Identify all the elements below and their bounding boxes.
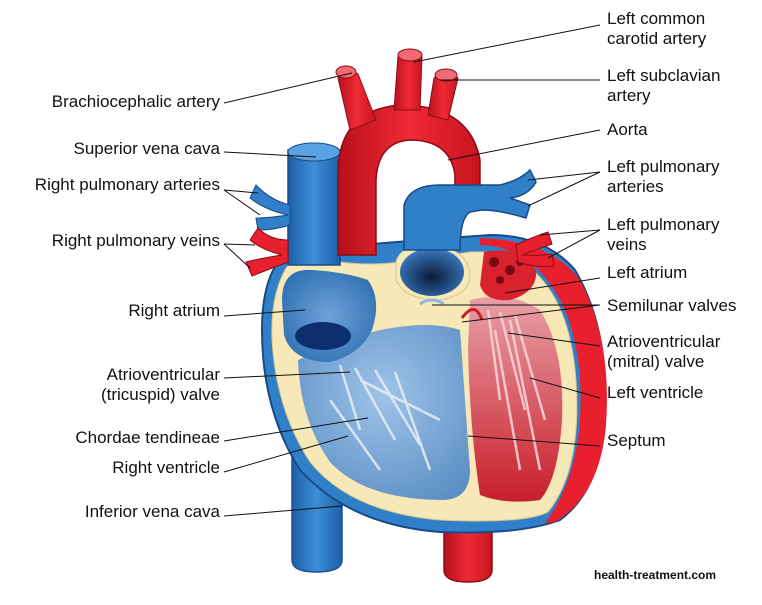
label-left-pulmonary-veins: Left pulmonary veins (607, 215, 720, 254)
label-left-subclavian-artery: Left subclavian artery (607, 66, 721, 105)
label-septum: Septum (607, 431, 666, 450)
label-inferior-vena-cava: Inferior vena cava (84, 502, 220, 521)
label-chordae-tendineae: Chordae tendineae (75, 428, 220, 447)
right-atrium-opening (295, 322, 351, 350)
label-right-pulmonary-arteries: Right pulmonary arteries (34, 175, 220, 194)
label-left-atrium: Left atrium (607, 263, 688, 282)
brachiocephalic-artery (338, 71, 376, 130)
right-pulmonary-arteries (250, 185, 290, 230)
label-brachiocephalic-artery: Brachiocephalic artery (51, 92, 220, 111)
label-superior-vena-cava: Superior vena cava (73, 139, 220, 158)
label-right-ventricle: Right ventricle (112, 458, 220, 477)
label-mitral-valve: Atrioventricular (mitral) valve (607, 332, 721, 371)
label-left-pulmonary-arteries: Left pulmonary arteries (607, 157, 720, 196)
label-left-ventricle: Left ventricle (607, 383, 704, 402)
label-right-pulmonary-veins: Right pulmonary veins (51, 231, 220, 250)
source-credit: health-treatment.com (594, 568, 717, 582)
label-left-common-carotid-artery: Left common carotid artery (607, 9, 707, 48)
label-tricuspid-valve: Atrioventricular (tricuspid) valve (100, 365, 220, 404)
label-right-atrium: Right atrium (128, 301, 220, 320)
label-aorta: Aorta (607, 120, 648, 139)
superior-vena-cava (288, 150, 340, 265)
left-ventricle-cavity (468, 297, 562, 502)
label-semilunar-valves: Semilunar valves (607, 296, 737, 315)
